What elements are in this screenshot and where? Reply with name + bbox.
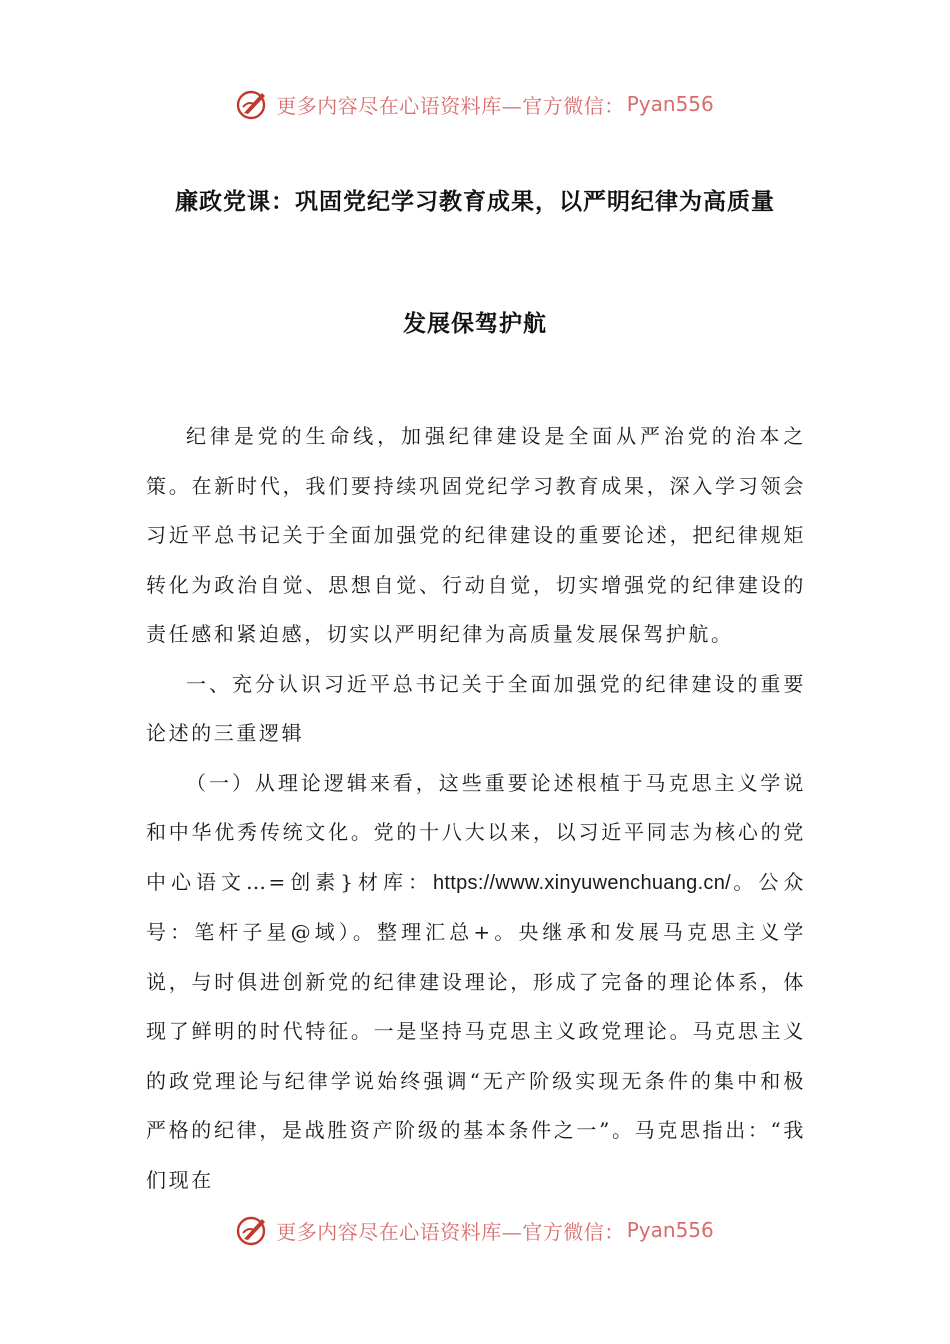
banner-text: 更多内容尽在心语资料库—官方微信： xyxy=(276,1219,625,1244)
banner-contact: Pyan556 xyxy=(626,1218,714,1242)
section-heading: 一、充分认识习近平总书记关于全面加强党的纪律建设的重要论述的三重逻辑 xyxy=(146,671,806,745)
document-body xyxy=(146,412,806,1205)
header-banner xyxy=(0,84,950,124)
footer-banner xyxy=(0,1210,950,1250)
paragraph xyxy=(146,759,806,1206)
watermark-url[interactable]: https://www.xinyuwenchuang.cn/ xyxy=(432,871,732,894)
banner-contact: Pyan556 xyxy=(626,92,714,116)
quill-logo-icon xyxy=(236,1213,270,1247)
document-title-line2: 发展保驾护航 xyxy=(403,311,547,337)
banner-text: 更多内容尽在心语资料库—官方微信： xyxy=(276,93,625,118)
quill-logo-icon xyxy=(236,87,270,121)
paragraph-continuation: 笔杆子星@域）。整理汇总+。央继承和发展马克思主义学说，与时俱进创新党的纪律建设理论，形成了完备的理论体系，体现了鲜明的时代特征。一是坚持马克思主义政党理论。马克思主义的政党理论与纪律学说始终强调“无产阶级实现无条件的集中和极严格的纪律，是战胜资产阶级的基本条件之一”。马克思指出：“我们现在 xyxy=(146,920,807,1192)
paragraph-text: （一）从理论逻辑来看，这些重要论述根植于马克思主义学说和中华优秀传统文化。党的十八大以来，以习近平同志为核心的党 xyxy=(146,770,806,844)
watermark-suffix: 。公众号： xyxy=(146,869,806,944)
document-title-line1: 廉政党课：巩固党纪学习教育成果，以严明纪律为高质量 xyxy=(175,189,775,215)
paragraph: 纪律是党的生命线，加强纪律建设是全面从严治党的治本之策。在新时代，我们要持续巩固党纪学习教育成果，深入学习领会习近平总书记关于全面加强党的纪律建设的重要论述，把纪律规矩转化为政治自觉、思想自觉、行动自觉，切实增强党的纪律建设的责任感和紧迫感，切实以严明纪律为高质量发展保驾护航。 xyxy=(146,424,806,646)
watermark-source: 中心语文…=创素}材库： xyxy=(146,869,433,894)
